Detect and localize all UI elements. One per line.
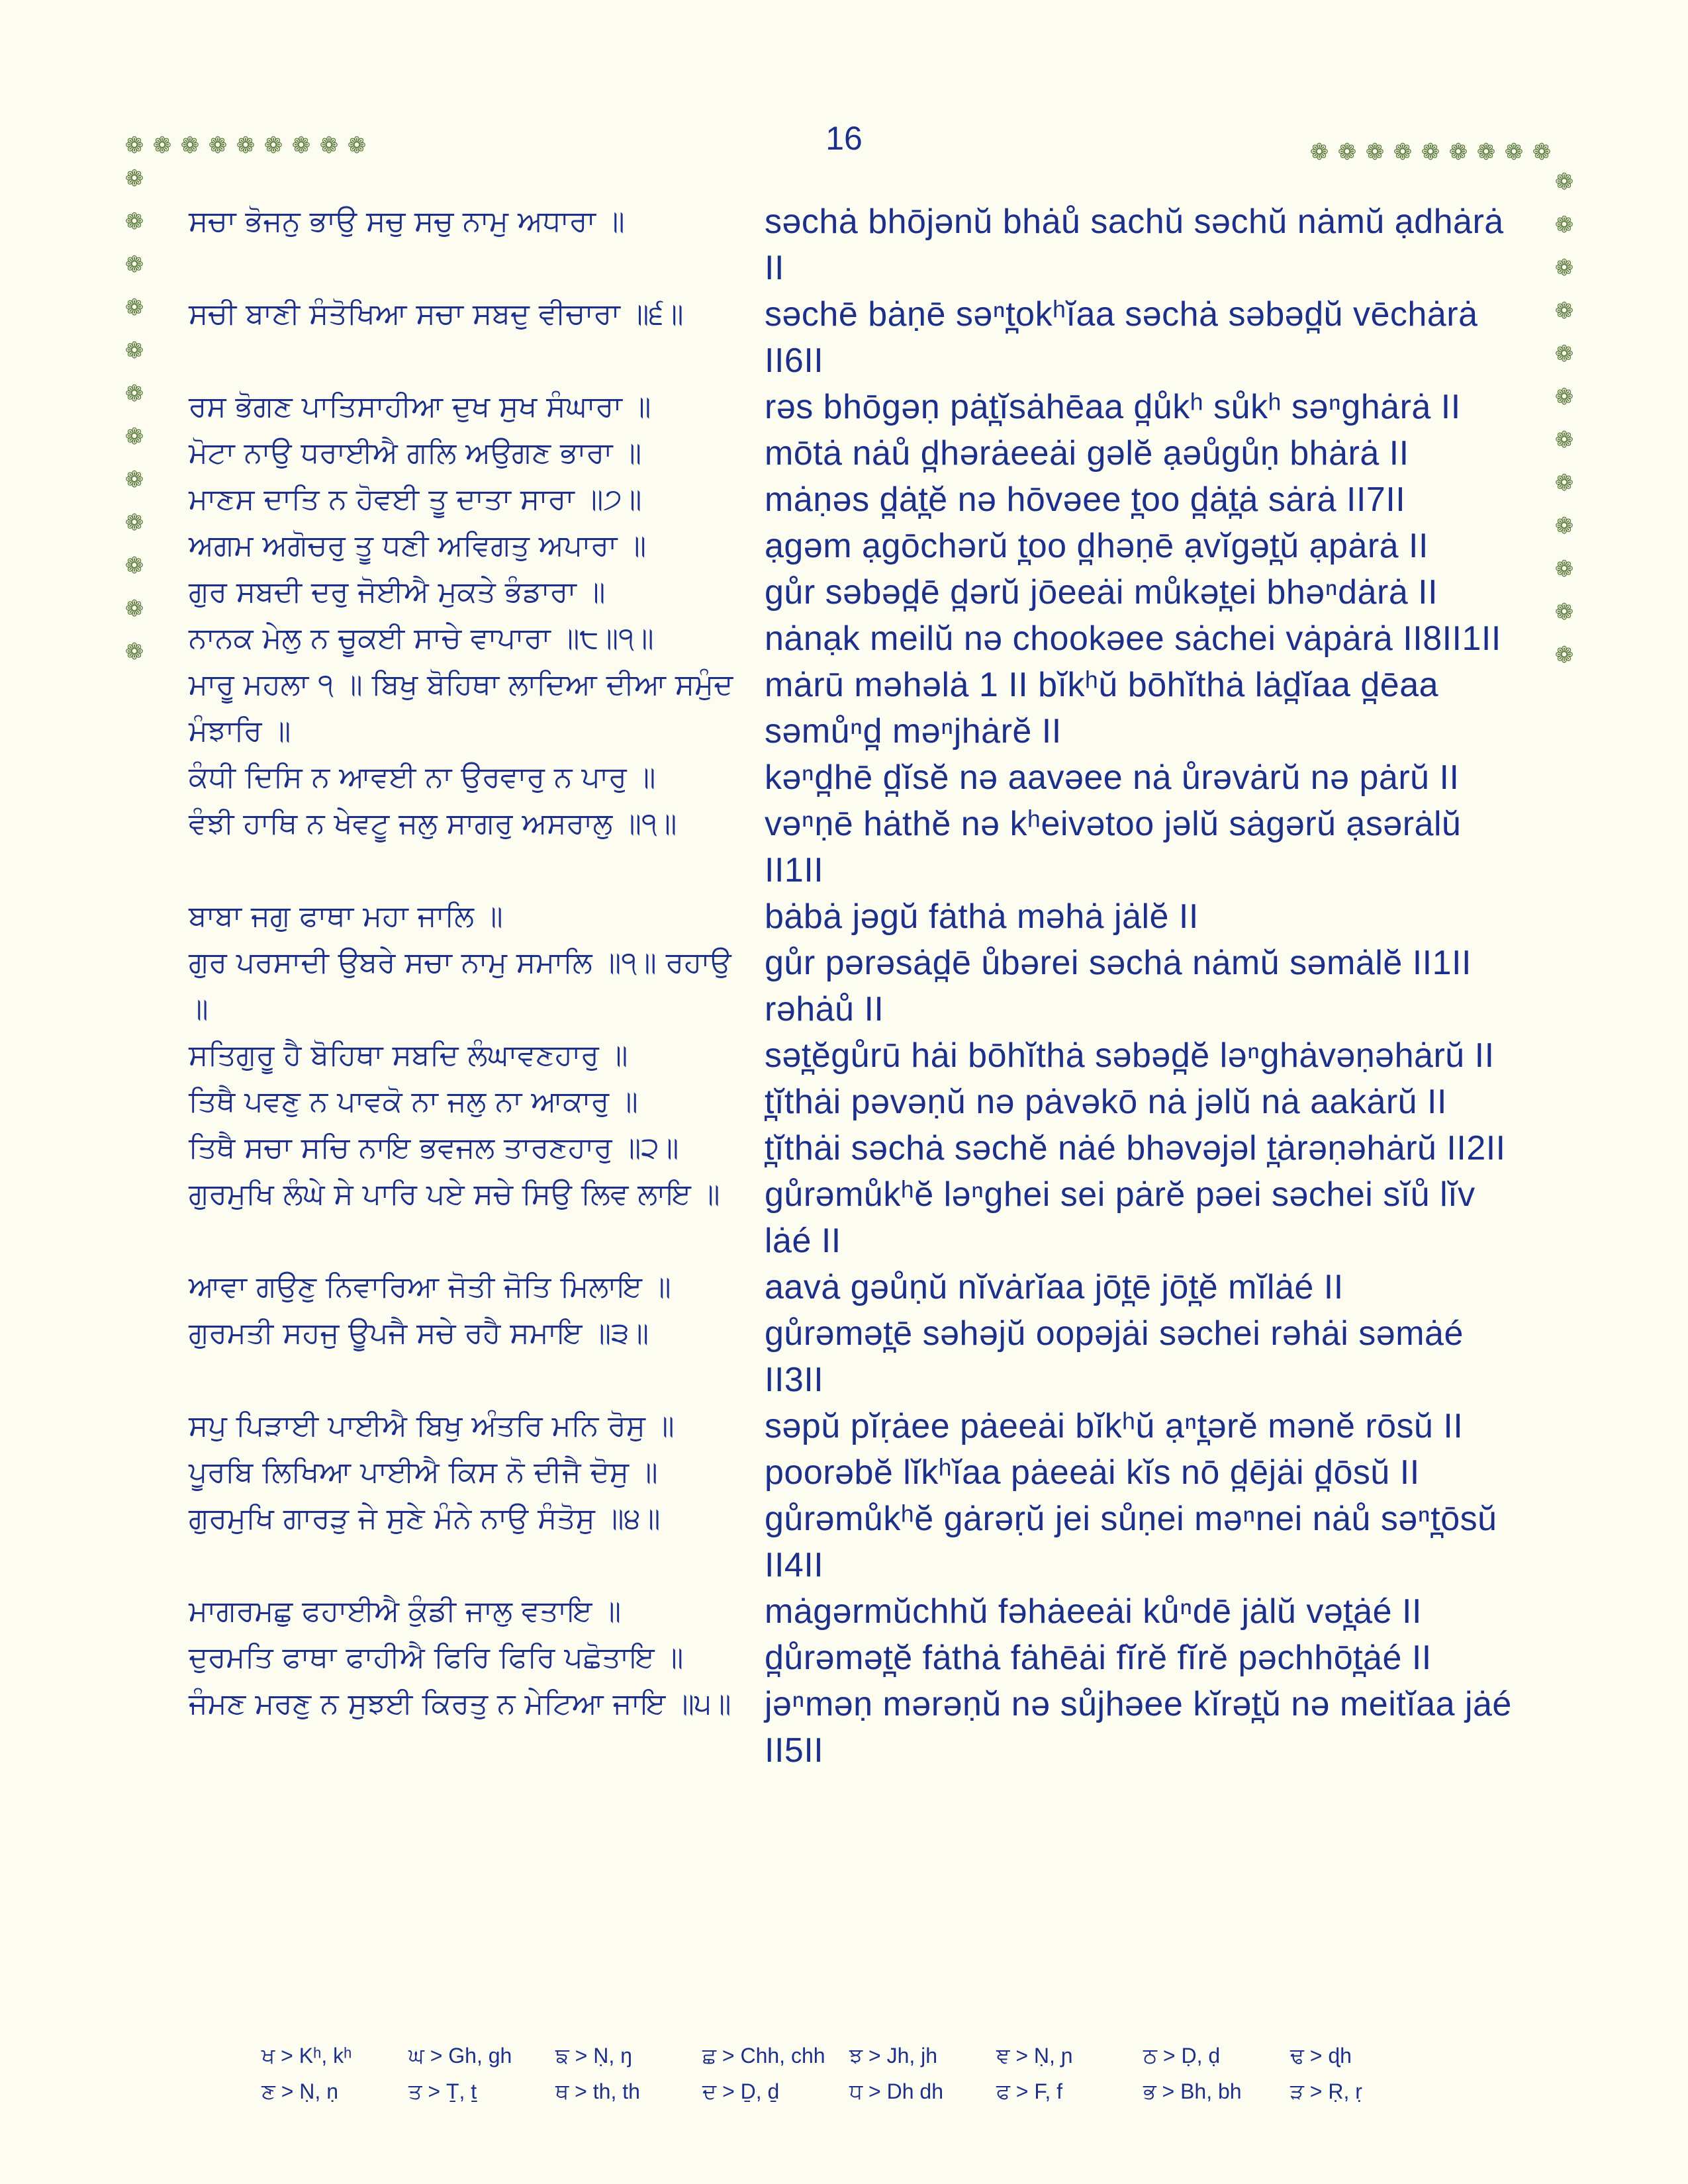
flower-ornament-icon: ❁ bbox=[124, 165, 144, 192]
verse-line bbox=[189, 1681, 1526, 1774]
transliteration-text: gůr səbəd̪ē d̪ərŭ jōeeȧi můkət̪ei bhəⁿdȧrȧ II bbox=[765, 573, 1438, 612]
gurmukhi-text: ਗੁਰਮੁਖਿ ਗਾਰੜੁ ਜੇ ਸੁਣੇ ਮੰਨੇ ਨਾਉ ਸੰਤੋਸੁ ॥੪॥ bbox=[189, 1502, 661, 1535]
flower-ornament-icon: ❁ bbox=[1554, 341, 1574, 367]
gurmukhi-text: ਗੁਰ ਸਬਦੀ ਦਰੁ ਜੋਈਐ ਮੁਕਤੇ ਭੰਡਾਰਾ ॥ bbox=[189, 575, 606, 609]
flower-ornament-icon: ❁ bbox=[1309, 139, 1329, 165]
verse-line bbox=[189, 615, 1526, 662]
transliteration-text: ạgəm ạgōchərŭ t̪oo d̪həṇē ạvĭgət̪ŭ ạpȧrȧ II bbox=[765, 527, 1429, 565]
transliteration-text: gůrəmət̪ē səhəjŭ oopəjȧi səchei rəhȧi səmȧé II3II bbox=[765, 1314, 1464, 1399]
verse-line bbox=[189, 1032, 1526, 1079]
gurmukhi-text: ਮਾਣਸ ਦਾਤਿ ਨ ਹੋਵਈ ਤੂ ਦਾਤਾ ਸਾਰਾ ॥੭॥ bbox=[189, 482, 642, 516]
gurmukhi-text: ਕੰਧੀ ਦਿਸਿ ਨ ਆਵਈ ਨਾ ਉਰਵਾਰੁ ਨ ਪਾਰੁ ॥ bbox=[189, 760, 656, 794]
verse-line bbox=[189, 1635, 1526, 1681]
verse-line bbox=[189, 754, 1526, 801]
flower-ornament-icon: ❁ bbox=[1532, 139, 1552, 165]
page-number: 16 bbox=[825, 120, 863, 157]
transliteration-text: mȧgərmŭchhŭ fəhȧeeȧi kůⁿdē jȧlŭ vət̪ȧé II bbox=[765, 1592, 1422, 1631]
flower-ornament-icon: ❁ bbox=[1337, 139, 1357, 165]
legend-entry: ਥ > th, th bbox=[555, 2079, 640, 2103]
transliteration-text: gůrəmůkʰĕ gȧrəṛŭ jei sůṇei məⁿnei nȧů səⁿt̪ōsŭ II4II bbox=[765, 1500, 1497, 1584]
legend-entry: ਢ > ɖh bbox=[1290, 2044, 1352, 2068]
flower-ornament-icon: ❁ bbox=[124, 596, 144, 622]
flower-ornament-icon: ❁ bbox=[208, 132, 228, 159]
gurmukhi-text: ਜੰਮਣ ਮਰਣੁ ਨ ਸੁਝਈ ਕਿਰਤੁ ਨ ਮੇਟਿਆ ਜਾਇ ॥੫॥ bbox=[189, 1687, 731, 1721]
flower-ornament-icon: ❁ bbox=[1554, 599, 1574, 625]
verse-line bbox=[189, 523, 1526, 569]
verse-line bbox=[189, 199, 1526, 291]
transliteration-text: səchȧ bhōjənŭ bhȧů sachŭ səchŭ nȧmŭ ạdhȧrȧ II bbox=[765, 203, 1504, 287]
verse-line bbox=[189, 1171, 1526, 1264]
flower-ornament-icon: ❁ bbox=[1554, 427, 1574, 453]
flower-ornament-icon: ❁ bbox=[124, 338, 144, 364]
gurmukhi-text: ਪੂਰਬਿ ਲਿਖਿਆ ਪਾਈਐ ਕਿਸ ਨੋ ਦੀਜੈ ਦੋਸੁ ॥ bbox=[189, 1455, 658, 1489]
flower-ornament-icon: ❁ bbox=[1554, 169, 1574, 195]
gurmukhi-text: ਮਾਰੂ ਮਹਲਾ ੧ ॥ ਬਿਖੁ ਬੋਹਿਥਾ ਲਾਦਿਆ ਦੀਆ ਸਮੁੰਦ ਮੰਝਾਰਿ ॥ bbox=[189, 668, 733, 748]
gurmukhi-text: ਸਤਿਗੁਰੂ ਹੈ ਬੋਹਿਥਾ ਸਬਦਿ ਲੰਘਾਵਣਹਾਰੁ ॥ bbox=[189, 1038, 628, 1072]
legend-entry: ਣ > Ṇ, ṇ bbox=[261, 2079, 338, 2103]
transliteration-text: mōtȧ nȧů d̪hərȧeeȧi gəlĕ ạəůgůṇ bhȧrȧ II bbox=[765, 434, 1409, 473]
flower-ornament-icon: ❁ bbox=[263, 132, 283, 159]
gurmukhi-text: ਰਸ ਭੋਗਣ ਪਾਤਿਸਾਹੀਆ ਦੁਖ ਸੁਖ ਸੰਘਾਰਾ ॥ bbox=[189, 390, 651, 424]
verse-line bbox=[189, 569, 1526, 615]
gurmukhi-text: ਦੁਰਮਤਿ ਫਾਥਾ ਫਾਹੀਐ ਫਿਰਿ ਫਿਰਿ ਪਛੋਤਾਇ ॥ bbox=[189, 1641, 684, 1674]
flower-ornament-icon: ❁ bbox=[319, 132, 339, 159]
transliteration-text: t̪ĭthȧi pəvəṇŭ nə pȧvəkō nȧ jəlŭ nȧ aakȧrŭ II bbox=[765, 1083, 1447, 1121]
flower-ornament-icon: ❁ bbox=[1365, 139, 1385, 165]
legend-entry: ਫ > F, f bbox=[996, 2079, 1063, 2103]
flower-ornament-icon: ❁ bbox=[124, 208, 144, 235]
gurmukhi-text: ਗੁਰਮੁਖਿ ਲੰਘੇ ਸੇ ਪਾਰਿ ਪਏ ਸਚੇ ਸਿਉ ਲਿਵ ਲਾਇ ॥ bbox=[189, 1177, 720, 1211]
verse-line bbox=[189, 291, 1526, 384]
flower-ornament-icon: ❁ bbox=[1476, 139, 1496, 165]
flower-ornament-icon: ❁ bbox=[1554, 298, 1574, 324]
transliteration-text: səchē bȧṇē səⁿt̪okʰĭaa səchȧ səbəd̪ŭ vēchȧrȧ II6II bbox=[765, 295, 1478, 380]
flower-ornament-icon: ❁ bbox=[236, 132, 256, 159]
gurmukhi-text: ਨਾਨਕ ਮੇਲੁ ਨ ਚੂਕਈ ਸਾਚੇ ਵਾਪਾਰਾ ॥੮॥੧॥ bbox=[189, 621, 654, 655]
gurmukhi-text: ਮਾਗਰਮਛੁ ਫਹਾਈਐ ਕੁੰਡੀ ਜਾਲੁ ਵਤਾਇ ॥ bbox=[189, 1594, 622, 1628]
legend-row bbox=[261, 2074, 1453, 2110]
verse-line bbox=[189, 801, 1526, 893]
verse-line bbox=[189, 940, 1526, 1032]
transliteration-text: bȧbȧ jəgŭ fȧthȧ məhȧ jȧlĕ II bbox=[765, 897, 1199, 936]
transliteration-text: səpŭ pĭṛȧee pȧeeȧi bĭkʰŭ ạⁿt̪ərĕ mənĕ rōsŭ II bbox=[765, 1407, 1464, 1445]
flower-ornament-icon: ❁ bbox=[124, 132, 144, 159]
verse-line bbox=[189, 893, 1526, 940]
verse-line bbox=[189, 1496, 1526, 1588]
verse-line bbox=[189, 1403, 1526, 1449]
flower-ornament-icon: ❁ bbox=[124, 381, 144, 407]
transliteration-text: vəⁿṇē hȧthĕ nə kʰeivətoo jəlŭ sȧgərŭ ạsərȧlŭ II1II bbox=[765, 805, 1462, 889]
transliteration-text: kəⁿd̪hē d̪ĭsĕ nə aavəee nȧ ůrəvȧrŭ nə pȧrŭ II bbox=[765, 758, 1460, 797]
verse-line bbox=[189, 1588, 1526, 1635]
flower-ornament-icon: ❁ bbox=[1448, 139, 1468, 165]
flower-ornament-icon: ❁ bbox=[124, 510, 144, 536]
flower-ornament-icon: ❁ bbox=[124, 467, 144, 493]
verse-line bbox=[189, 1079, 1526, 1125]
gurmukhi-text: ਸਚਾ ਭੋਜਨੁ ਭਾਉ ਸਚੁ ਸਚੁ ਨਾਮੁ ਅਧਾਰਾ ॥ bbox=[189, 205, 625, 238]
legend-entry: ਛ > Chh, chh bbox=[702, 2044, 825, 2068]
flower-ornament-icon: ❁ bbox=[291, 132, 311, 159]
verse-line bbox=[189, 1449, 1526, 1496]
legend-entry: ਖ > Kʰ, kʰ bbox=[261, 2044, 352, 2068]
gurmukhi-text: ਤਿਥੈ ਪਵਣੁ ਨ ਪਾਵਕੋ ਨਾ ਜਲੁ ਨਾ ਆਕਾਰੁ ॥ bbox=[189, 1085, 638, 1118]
legend-entry: ਤ > Ṯ, ṯ bbox=[408, 2079, 477, 2103]
flower-ornament-icon: ❁ bbox=[124, 639, 144, 665]
gurmukhi-text: ਮੋਟਾ ਨਾਉ ਧਰਾਈਐ ਗਲਿ ਅਉਗਣ ਭਾਰਾ ॥ bbox=[189, 436, 642, 470]
flower-ornament-icon: ❁ bbox=[1554, 384, 1574, 410]
flower-ornament-icon: ❁ bbox=[124, 553, 144, 579]
verse-line bbox=[189, 1264, 1526, 1310]
legend-entry: ਧ > Dh dh bbox=[849, 2079, 944, 2103]
legend-row bbox=[261, 2038, 1453, 2074]
legend-entry: ਠ > Ḍ, ḍ bbox=[1143, 2044, 1221, 2068]
transliteration-text: mȧrū məhəlȧ 1 II bĭkʰŭ bōhĭthȧ lȧd̪ĭaa d̪ēaa səmůⁿd̪ məⁿjhȧrĕ II bbox=[765, 666, 1439, 751]
transliteration-text: sət̪ĕgůrū hȧi bōhĭthȧ səbəd̪ĕ ləⁿghȧvəṇəhȧrŭ II bbox=[765, 1036, 1495, 1075]
flower-ornament-icon: ❁ bbox=[180, 132, 200, 159]
transliteration-text: poorəbĕ lĭkʰĭaa pȧeeȧi kĭs nō d̪ējȧi d̪ōsŭ II bbox=[765, 1453, 1420, 1492]
legend-entry: ੜ > Ṛ, ṛ bbox=[1290, 2079, 1362, 2103]
transliteration-text: d̪ůrəmət̪ĕ fȧthȧ fȧhēȧi fĭrĕ fĭrĕ pəchhōt̪ȧé II bbox=[765, 1639, 1432, 1677]
transliteration-legend bbox=[261, 2038, 1453, 2110]
flower-ornament-icon: ❁ bbox=[1554, 470, 1574, 496]
legend-entry: ਭ > Bh, bh bbox=[1143, 2079, 1242, 2103]
legend-entry: ਝ > Jh, jh bbox=[849, 2044, 938, 2068]
flower-ornament-icon: ❁ bbox=[1554, 556, 1574, 582]
verse-line bbox=[189, 477, 1526, 523]
transliteration-text: gůrəmůkʰĕ ləⁿghei sei pȧrĕ pəei səchei sĭů lĭv lȧé II bbox=[765, 1175, 1476, 1260]
gurmukhi-text: ਗੁਰ ਪਰਸਾਦੀ ਉਬਰੇ ਸਚਾ ਨਾਮੁ ਸਮਾਲਿ ॥੧॥ ਰਹਾਉ ॥ bbox=[189, 946, 731, 1026]
verse-line bbox=[189, 1310, 1526, 1403]
transliteration-text: gůr pərəsȧd̪ē ůbərei səchȧ nȧmŭ səmȧlĕ II1II rəhȧů II bbox=[765, 944, 1472, 1028]
verse-line bbox=[189, 430, 1526, 477]
gurmukhi-text: ਆਵਾ ਗਉਣੁ ਨਿਵਾਰਿਆ ਜੋਤੀ ਜੋਤਿ ਮਿਲਾਇ ॥ bbox=[189, 1270, 671, 1304]
transliteration-text: rəs bhōgəṇ pȧt̪ĭsȧhēaa d̪ůkʰ sůkʰ səⁿghȧrȧ II bbox=[765, 388, 1461, 426]
legend-entry: ਘ > Gh, gh bbox=[408, 2044, 512, 2068]
legend-entry: ਙ > Ṇ, ŋ bbox=[555, 2044, 632, 2068]
gurmukhi-text: ਅਗਮ ਅਗੋਚਰੁ ਤੂ ਧਣੀ ਅਵਿਗਤੁ ਅਪਾਰਾ ॥ bbox=[189, 529, 647, 563]
gurmukhi-text: ਸਚੀ ਬਾਣੀ ਸੰਤੋਖਿਆ ਸਚਾ ਸਬਦੁ ਵੀਚਾਰਾ ॥੬॥ bbox=[189, 297, 684, 331]
gurmukhi-text: ਤਿਥੈ ਸਚਾ ਸਚਿ ਨਾਇ ਭਵਜਲ ਤਾਰਣਹਾਰੁ ॥੨॥ bbox=[189, 1131, 679, 1165]
transliteration-text: aavȧ gəůṇŭ nĭvȧrĭaa jōt̪ē jōt̪ĕ mĭlȧé II bbox=[765, 1268, 1344, 1306]
transliteration-text: nȧnạk meilŭ nə chookəee sȧchei vȧpȧrȧ II8II1II bbox=[765, 619, 1501, 658]
verse-table bbox=[189, 199, 1526, 1774]
legend-entry: ਞ > Ṇ, ɲ bbox=[996, 2044, 1073, 2068]
flower-ornament-icon: ❁ bbox=[1554, 255, 1574, 281]
transliteration-text: mȧṇəs d̪ȧt̪ĕ nə hōvəee t̪oo d̪ȧt̪ȧ sȧrȧ II7II bbox=[765, 480, 1406, 519]
flower-ornament-icon: ❁ bbox=[1554, 212, 1574, 238]
gurmukhi-text: ਗੁਰਮਤੀ ਸਹਜੁ ਊਪਜੈ ਸਚੇ ਰਹੈ ਸਮਾਇ ॥੩॥ bbox=[189, 1316, 649, 1350]
flower-ornament-icon: ❁ bbox=[1554, 513, 1574, 539]
flower-ornament-icon: ❁ bbox=[124, 295, 144, 321]
gurmukhi-text: ਸਪੁ ਪਿੜਾਈ ਪਾਈਐ ਬਿਖੁ ਅੰਤਰਿ ਮਨਿ ਰੋਸੁ ॥ bbox=[189, 1409, 675, 1443]
flower-ornament-icon: ❁ bbox=[124, 424, 144, 450]
flower-ornament-icon: ❁ bbox=[1504, 139, 1524, 165]
flower-ornament-icon: ❁ bbox=[152, 132, 172, 159]
flower-ornament-icon: ❁ bbox=[1421, 139, 1440, 165]
transliteration-text: jəⁿməṇ mərəṇŭ nə sůjhəee kĭrət̪ŭ nə meitĭaa jȧé II5II bbox=[765, 1685, 1512, 1770]
gurmukhi-text: ਬਾਬਾ ਜਗੁ ਫਾਥਾ ਮਹਾ ਜਾਲਿ ॥ bbox=[189, 899, 503, 933]
gurmukhi-text: ਵੰਝੀ ਹਾਥਿ ਨ ਖੇਵਟੂ ਜਲੁ ਸਾਗਰੁ ਅਸਰਾਲੁ ॥੧॥ bbox=[189, 807, 677, 841]
flower-ornament-icon: ❁ bbox=[347, 132, 367, 159]
verse-line bbox=[189, 1125, 1526, 1171]
transliteration-text: t̪ĭthȧi səchȧ səchĕ nȧé bhəvəjəl t̪ȧrəṇəhȧrŭ II2II bbox=[765, 1129, 1506, 1167]
flower-ornament-icon: ❁ bbox=[124, 251, 144, 278]
flower-ornament-icon: ❁ bbox=[1393, 139, 1413, 165]
verse-line bbox=[189, 384, 1526, 430]
legend-entry: ਦ > Ḏ, ḏ bbox=[702, 2079, 780, 2103]
flower-ornament-icon: ❁ bbox=[1554, 642, 1574, 668]
verse-line bbox=[189, 662, 1526, 754]
